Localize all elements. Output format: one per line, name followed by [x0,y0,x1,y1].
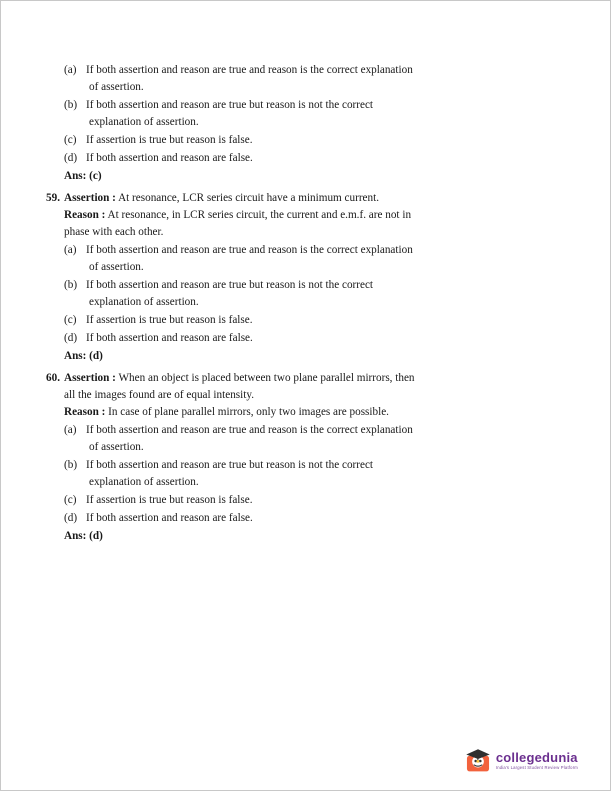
assertion-label: Assertion : [64,372,116,385]
logo-text-block [496,751,578,770]
question-block-60 [46,370,552,545]
option-text: If both assertion and reason are false. [86,332,253,345]
question-number: 60. [46,372,60,385]
question-block-partial [64,62,552,185]
option-text: If both assertion and reason are true and reason is the correct explanation [86,64,413,76]
assertion-text: At resonance, LCR series circuit have a minimum current. [115,192,380,205]
assertion-text-cont: all the images found are of equal intensity. [64,389,255,402]
option-marker: (c) [64,134,77,147]
option-a [64,422,552,456]
assertion-label: Assertion : [64,192,116,205]
option-text-cont: explanation of assertion. [89,116,199,129]
option-c [64,132,552,149]
option-text-cont: of assertion. [89,261,144,274]
option-text: If assertion is true but reason is false. [86,314,253,327]
option-b [64,457,552,491]
option-marker: (b) [64,459,78,472]
option-text-cont: of assertion. [89,441,144,454]
option-text: If both assertion and reason are true and reason is the correct explanation [86,244,413,257]
reason-line [64,404,552,421]
reason-label: Reason : [64,406,106,419]
reason-line [64,207,552,224]
option-marker: (a) [64,64,77,76]
option-marker: (c) [64,314,77,327]
option-d [64,330,552,347]
logo-tagline: India's Largest Student Review Platform [495,765,578,771]
answer-line: Ans: (d) [64,530,103,543]
assertion-line [64,190,552,207]
reason-label: Reason : [64,209,106,222]
option-d [64,510,552,527]
logo-name: collegedunia [495,750,578,766]
option-c [64,312,552,329]
option-a [64,62,552,96]
assertion-line [64,370,552,387]
option-marker: (c) [64,494,77,507]
assertion-text: When an object is placed between two plane parallel mirrors, then [115,372,415,385]
option-text: If both assertion and reason are true but reason is not the correct [86,459,374,472]
option-text: If assertion is true but reason is false. [86,494,253,507]
reason-text-cont: phase with each other. [64,226,164,239]
option-text-cont: of assertion. [89,81,144,94]
option-marker: (a) [64,244,77,257]
document-content [46,62,552,546]
reason-text: In case of plane parallel mirrors, only two images are possible. [105,406,389,419]
option-d [64,150,552,167]
option-marker: (d) [64,332,78,345]
option-text: If both assertion and reason are false. [86,512,253,525]
option-text-cont: explanation of assertion. [89,476,199,489]
option-marker: (a) [64,424,77,437]
option-marker: (d) [64,152,78,165]
option-text-cont: explanation of assertion. [89,296,199,309]
option-text: If both assertion and reason are true and reason is the correct explanation [86,424,413,437]
answer-line: Ans: (d) [64,350,103,363]
collegedunia-watermark [465,748,578,774]
option-marker: (b) [64,99,78,112]
option-a [64,242,552,276]
answer-line: Ans: (c) [64,170,102,183]
option-marker: (d) [64,512,78,525]
option-b [64,277,552,311]
graduate-mascot-icon [465,748,491,774]
option-text: If assertion is true but reason is false. [86,134,253,147]
option-text: If both assertion and reason are false. [86,152,253,165]
option-b [64,97,552,131]
option-marker: (b) [64,279,78,292]
question-block-59 [46,190,552,365]
option-c [64,492,552,509]
reason-text: At resonance, in LCR series circuit, the current and e.m.f. are not in [105,209,412,222]
option-text: If both assertion and reason are true but reason is not the correct [86,279,374,292]
question-number: 59. [46,192,60,205]
option-text: If both assertion and reason are true but reason is not the correct [86,99,374,112]
